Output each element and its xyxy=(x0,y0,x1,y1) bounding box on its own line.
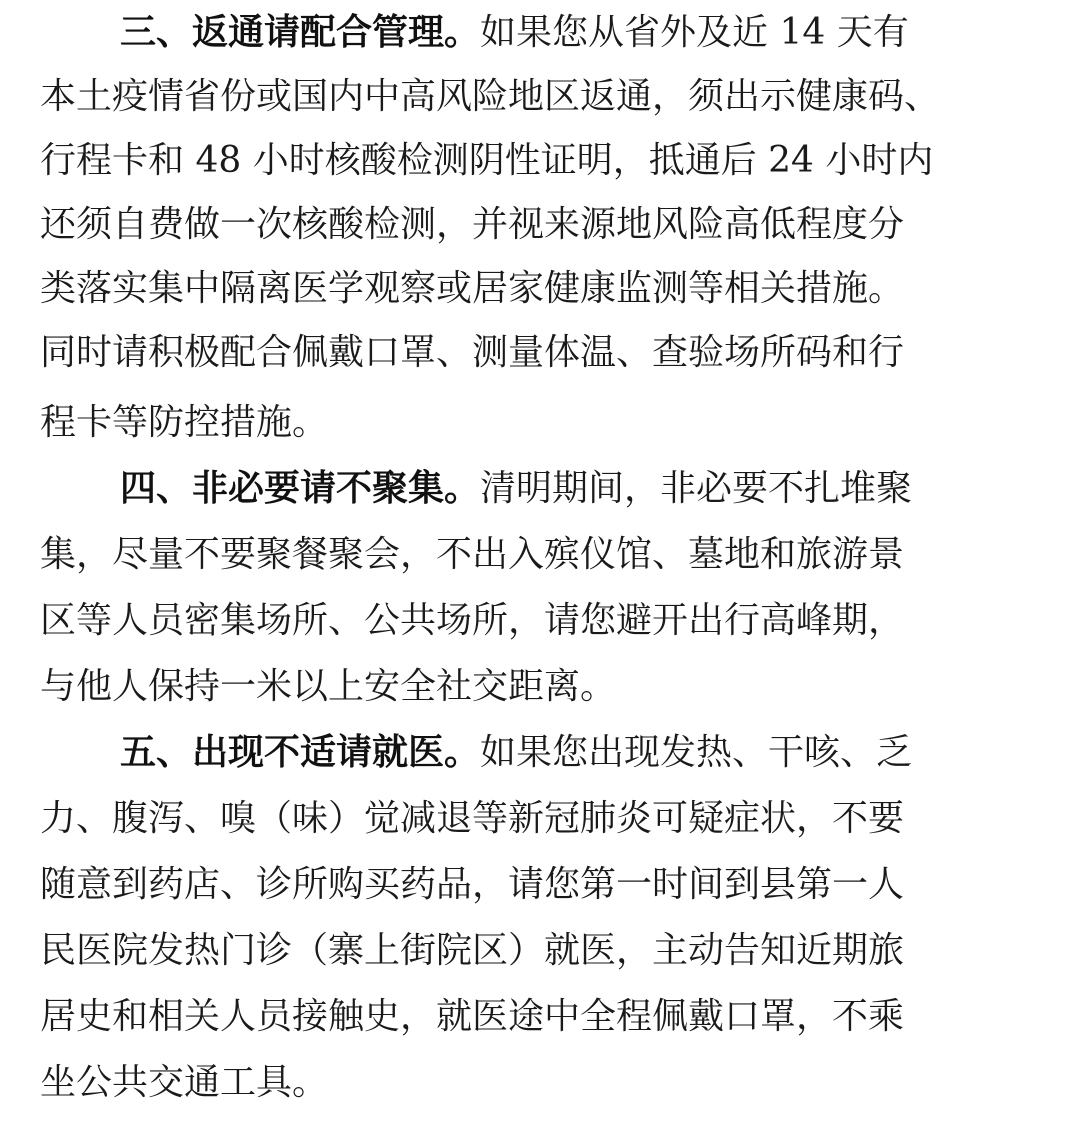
line-text: 本土疫情省份或国内中高风险地区返通，须出示健康码、 xyxy=(40,76,941,117)
line-text: 行程卡和 48 小时核酸检测阴性证明，抵通后 24 小时内 xyxy=(40,140,934,181)
line-text: 力、腹泻、嗅（味）觉减退等新冠肺炎可疑症状，不要 xyxy=(40,798,905,839)
line-text: 民医院发热门诊（寨上街院区）就医，主动告知近期旅 xyxy=(40,930,905,971)
paragraph-line xyxy=(0,256,1080,322)
line-text: 随意到药店、诊所购买药品，请您第一时间到县第一人 xyxy=(40,864,905,905)
section-heading: 三、返通请配合管理。 xyxy=(120,12,481,53)
line-text: 清明期间，非必要不扎堆聚 xyxy=(480,468,913,509)
paragraph-line xyxy=(0,654,1080,720)
line-text: 还须自费做一次核酸检测，并视来源地风险高低程度分 xyxy=(40,204,905,245)
paragraph-line xyxy=(0,720,1080,786)
section-heading: 五、出现不适请就医。 xyxy=(120,732,481,773)
paragraph-line xyxy=(0,320,1080,386)
paragraph-line xyxy=(0,64,1080,130)
paragraph-line xyxy=(0,192,1080,258)
line-text: 居史和相关人员接触史，就医途中全程佩戴口罩，不乘 xyxy=(40,996,905,1037)
line-text: 类落实集中隔离医学观察或居家健康监测等相关措施。 xyxy=(40,268,905,309)
paragraph-line xyxy=(0,128,1080,194)
line-text: 同时请积极配合佩戴口罩、测量体温、查验场所码和行 xyxy=(40,332,905,373)
paragraph-line xyxy=(0,522,1080,588)
paragraph-line xyxy=(0,456,1080,522)
line-text: 集，尽量不要聚餐聚会，不出入殡仪馆、墓地和旅游景 xyxy=(40,534,905,575)
paragraph-line xyxy=(0,0,1080,66)
line-text: 如果您出现发热、干咳、乏 xyxy=(480,732,913,773)
paragraph-line xyxy=(0,984,1080,1050)
line-text: 区等人员密集场所、公共场所，请您避开出行高峰期， xyxy=(40,600,905,641)
line-text: 与他人保持一米以上安全社交距离。 xyxy=(40,666,617,707)
line-text: 程卡等防控措施。 xyxy=(40,402,329,443)
paragraph-line xyxy=(0,588,1080,654)
paragraph-line xyxy=(0,918,1080,984)
paragraph-line xyxy=(0,852,1080,918)
line-text: 如果您从省外及近 14 天有 xyxy=(480,12,909,53)
paragraph-line xyxy=(0,390,1080,456)
section-heading: 四、非必要请不聚集。 xyxy=(120,468,481,509)
paragraph-line xyxy=(0,786,1080,852)
line-text: 坐公共交通工具。 xyxy=(40,1062,329,1103)
paragraph-line xyxy=(0,1050,1080,1116)
